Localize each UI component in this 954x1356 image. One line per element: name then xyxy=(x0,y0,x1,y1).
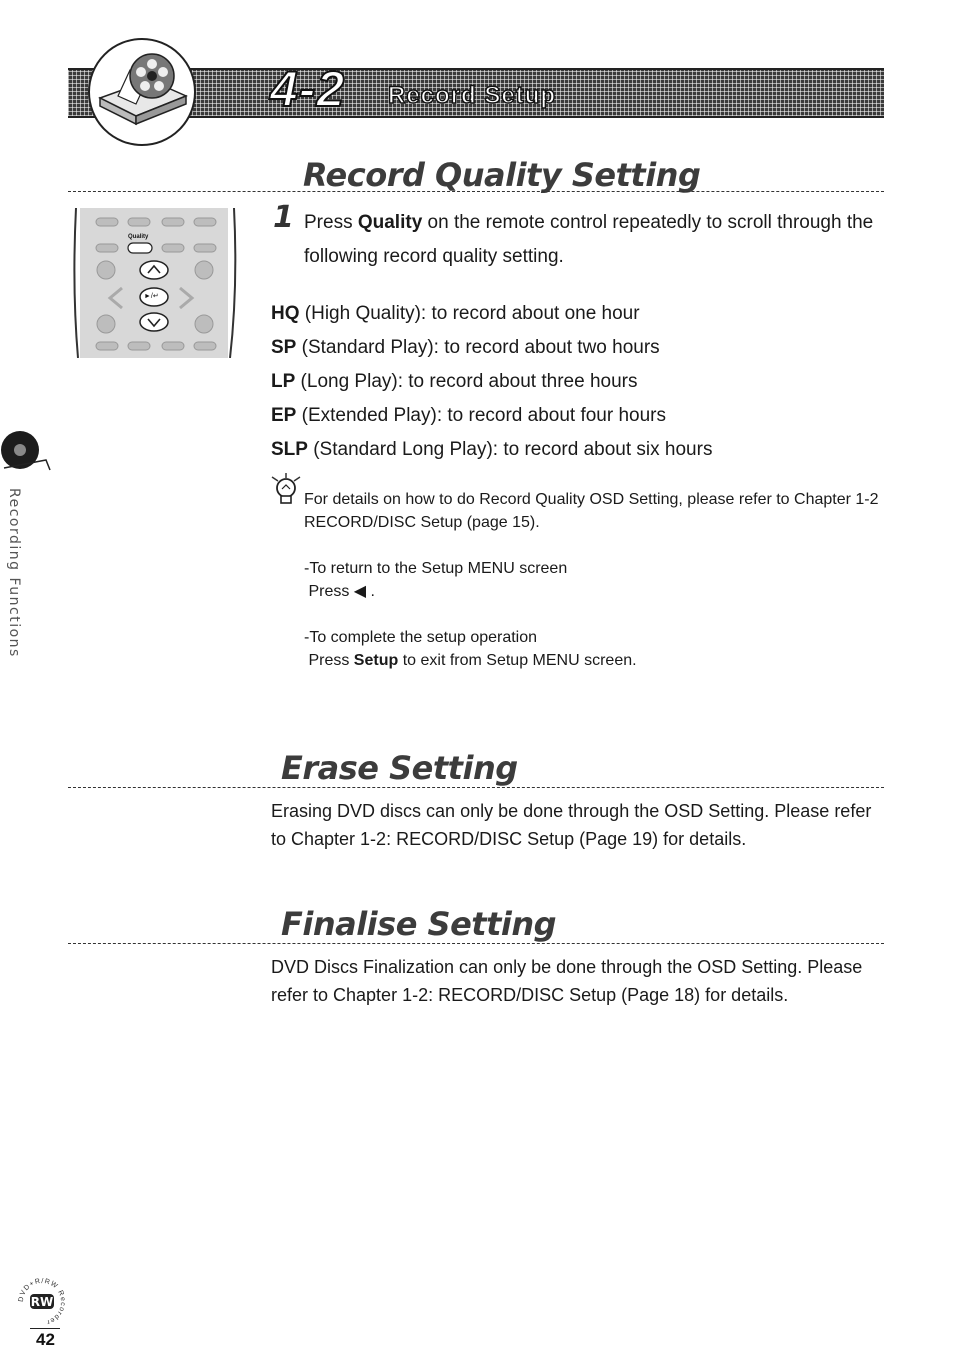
section-divider xyxy=(68,943,884,944)
tip-end-text: to exit from Setup MENU screen. xyxy=(398,652,637,669)
step-text: on the remote control repeatedly to scroll through the following record quality setting. xyxy=(304,212,874,267)
tip-line xyxy=(304,580,894,603)
chapter-title: Record Setup xyxy=(388,82,557,109)
tip-line: -To complete the setup operation xyxy=(304,629,538,646)
logo-text: RW xyxy=(30,1295,54,1309)
section-divider xyxy=(68,787,884,788)
step-number: 1 xyxy=(273,200,294,235)
tip-line xyxy=(304,649,894,672)
tip-key-name: Setup xyxy=(353,652,399,669)
chapter-number: 4-2 xyxy=(270,61,346,117)
mode-code: SP xyxy=(271,337,297,358)
finalise-text: DVD Discs Finalization can only be done through the OSD Setting. Please refer to Chapter 1-2: RECORD/DISC Setup (Page 18) for details. xyxy=(271,957,863,1005)
remote-quality-label: Quality xyxy=(128,234,149,240)
list-item xyxy=(271,433,891,467)
page-number-rule xyxy=(30,1328,60,1329)
film-reel-icon xyxy=(90,40,194,144)
finalise-heading: Finalise Setting xyxy=(281,905,557,943)
tip-line: -To return to the Setup MENU screen xyxy=(304,560,568,577)
side-tab-label: Recording Functions xyxy=(6,488,22,658)
list-item xyxy=(271,297,891,331)
mode-desc: (Long Play): to record about three hours xyxy=(295,371,638,392)
mode-desc: (Standard Play): to record about two hours xyxy=(296,337,660,358)
mode-desc: (Standard Long Play): to record about six hours xyxy=(307,439,713,460)
step-key-name: Quality xyxy=(357,212,423,233)
erase-text: Erasing DVD discs can only be done through the OSD Setting. Please refer to Chapter 1-2: RECORD/DISC Setup (Page 19) for details. xyxy=(271,801,872,849)
quality-mode-list xyxy=(271,297,891,467)
mode-code: EP xyxy=(271,405,297,426)
lightbulb-icon xyxy=(270,473,302,512)
tip-end-text: . xyxy=(366,583,375,600)
mode-desc: (Extended Play): to record about four hours xyxy=(296,405,667,426)
mode-desc: (High Quality): to record about one hour xyxy=(299,303,640,324)
erase-heading: Erase Setting xyxy=(281,749,518,787)
list-item xyxy=(271,399,891,433)
dvd-rw-logo xyxy=(18,1278,66,1326)
remote-play-enter-label: ►/↵ xyxy=(144,293,159,300)
page-number: 42 xyxy=(36,1330,55,1349)
tip-return-instruction xyxy=(304,557,894,603)
list-item xyxy=(271,331,891,365)
step-text: Press xyxy=(304,212,358,233)
list-item xyxy=(271,365,891,399)
tip-text: For details on how to do Record Quality OSD Setting, please refer to Chapter 1-2 RECORD/DISC Setup (page 15). xyxy=(304,491,879,531)
section-divider xyxy=(68,191,884,192)
record-quality-heading: Record Quality Setting xyxy=(303,156,701,194)
mode-code: SLP xyxy=(271,439,308,460)
remote-control-image xyxy=(70,208,238,358)
tip-press-text: Press xyxy=(304,652,354,669)
tip-complete-instruction xyxy=(304,626,894,672)
mode-code: HQ xyxy=(271,303,300,324)
mode-code: LP xyxy=(271,371,296,392)
side-tab-disc-icon xyxy=(0,430,52,479)
tip-press-text: Press xyxy=(304,583,354,600)
chapter-icon-circle xyxy=(88,38,196,146)
logo-ring-text: DVD+R/RW Recorder xyxy=(18,1278,66,1326)
step-instruction xyxy=(304,206,889,274)
left-arrow-icon: ◀ xyxy=(353,583,367,600)
